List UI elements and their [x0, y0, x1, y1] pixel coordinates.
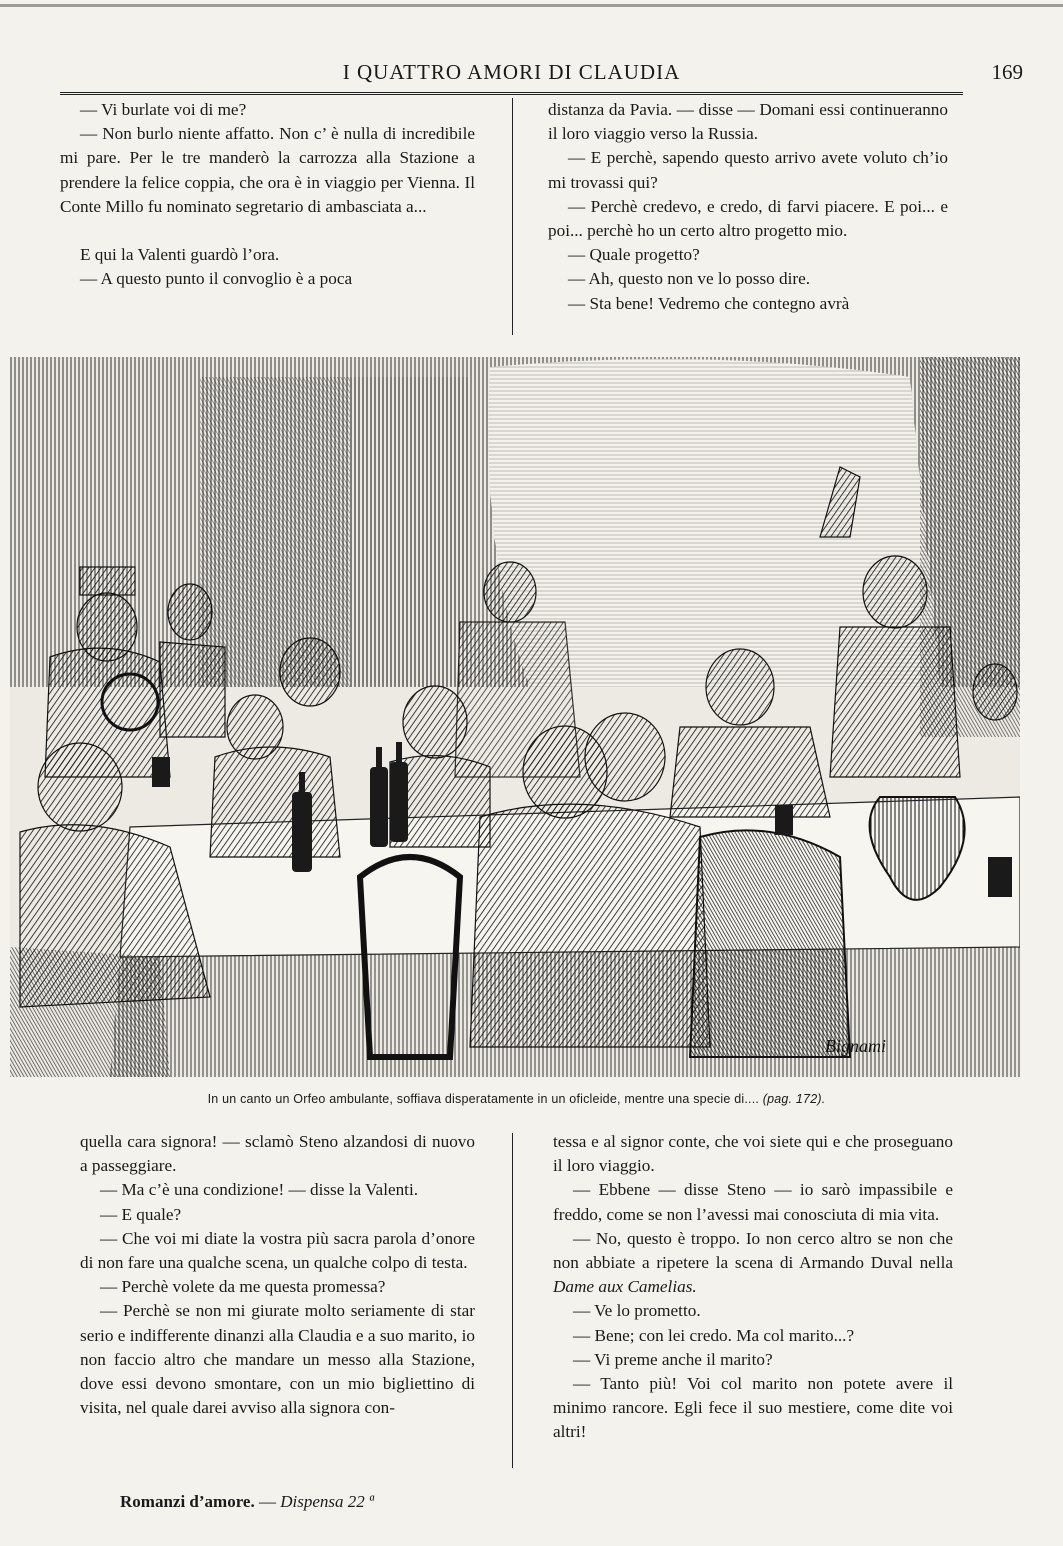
header-title: I QUATTRO AMORI DI CLAUDIA [342, 60, 681, 84]
paragraph: — Che voi mi diate la vostra più sacra parola d’onore di non fare una qualche scena, un qualche colpo di testa. [80, 1228, 475, 1273]
paragraph: — Non burlo niente affatto. Non c’ è nulla di incredibile mi pare. Per le tre manderò la carrozza alla Stazione a prendere la felice coppia, che ora è in viaggio per Vienna. Il Conte Millo fu nominato segretario di ambasciata a... [60, 124, 475, 216]
publication-name: Romanzi d’amore. [120, 1492, 255, 1511]
top-edge-rule [0, 4, 1063, 7]
paragraph: — Ma c’è una condizione! — disse la Valenti. [100, 1180, 419, 1200]
paragraph: — A questo punto il convoglio è a poca [80, 269, 353, 289]
column-divider-top [512, 98, 513, 335]
paragraph: — Tanto più! Voi col marito non potete avere il minimo rancore. Egli fece il suo mestiere, come dite voi altri! [553, 1374, 953, 1442]
caption-page-ref: (pag. 172). [762, 1092, 826, 1106]
paragraph: — Sta bene! Vedremo che contegno avrà [568, 293, 850, 313]
paragraph: — Ve lo prometto. [573, 1301, 701, 1321]
paragraph: — Perchè se non mi giurate molto seriamente di star serio e indifferente dinanzi alla Claudia e a suo marito, io non faccio altro che mandare un messo alla Stazione, dove essi devono smontare, con un mio bigliettino di visita, nel quale darei avviso alla signora con- [80, 1301, 475, 1418]
column-bottom-left [80, 1130, 475, 1420]
paragraph: — Ebbene — disse Steno — io sarò impassibile e freddo, come se non l’avessi mai conosciuta di mia vita. [553, 1180, 953, 1224]
footer-signature [120, 1492, 374, 1512]
paragraph: E qui la Valenti guardò l’ora. [80, 245, 280, 265]
paragraph: — Bene; con lei credo. Ma col marito...? [573, 1325, 855, 1345]
paragraph: — Quale progetto? [568, 245, 700, 265]
page-number: 169 [991, 60, 1023, 84]
paragraph: — Perchè credevo, e credo, di farvi piacere. E poi... e poi... perchè ho un certo altro progetto mio. [548, 196, 948, 241]
column-top-left [60, 98, 475, 291]
paragraph: — Perchè volete da me questa promessa? [100, 1277, 386, 1297]
running-header [60, 58, 1023, 88]
illustration-signature: Bignami [825, 1036, 886, 1056]
column-bottom-right [553, 1130, 953, 1445]
column-divider-bottom [512, 1133, 513, 1468]
paragraph-text: — No, questo è troppo. Io non cerco altro se non che non abbiate a ripetere la scena di Armando Duval nella [553, 1228, 953, 1273]
paragraph: quella cara signora! — sclamò Steno alzandosi di nuovo a passeggiare. [80, 1132, 475, 1176]
engraving-illustration [10, 357, 1020, 1077]
issue-number: Dispensa 22 ª [280, 1492, 374, 1511]
header-rule [60, 92, 963, 95]
paragraph: distanza da Pavia. — disse — Domani essi continueranno il loro viaggio verso la Russia. [548, 100, 948, 144]
footer-dash: — [254, 1492, 281, 1511]
paragraph: tessa e al signor conte, che voi siete qui e che proseguano il loro viaggio. [553, 1132, 953, 1176]
book-title: Dame aux Camelias. [553, 1277, 697, 1297]
illustration-caption [60, 1092, 973, 1106]
paragraph [553, 1227, 953, 1300]
caption-text: In un canto un Orfeo ambulante, soffiava disperatamente in un oficleide, mentre una specie di.... [207, 1092, 763, 1106]
paragraph: — Ah, questo non ve lo posso dire. [568, 269, 811, 289]
paragraph: — E perchè, sapendo questo arrivo avete voluto ch’io mi trovassi qui? [548, 148, 948, 192]
paragraph: — E quale? [100, 1204, 182, 1224]
paragraph: — Vi burlate voi di me? [80, 100, 247, 119]
paragraph: — Vi preme anche il marito? [573, 1349, 773, 1369]
column-top-right [548, 98, 948, 316]
